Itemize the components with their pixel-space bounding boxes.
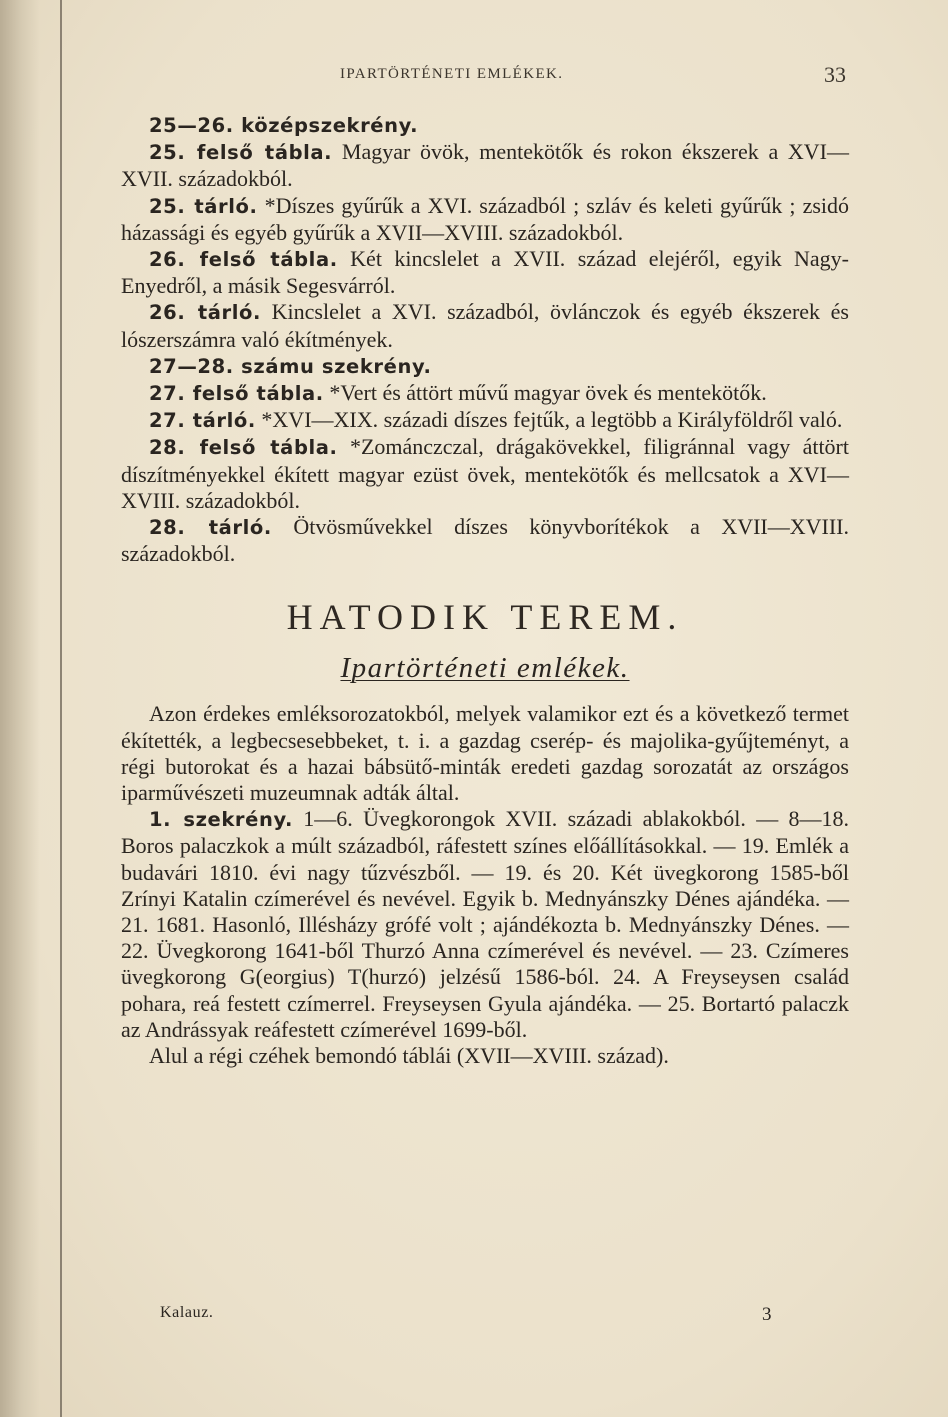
page-header <box>0 62 948 96</box>
intro-paragraph: Azon érdekes emléksorozatokból, melyek valamikor ezt és a következő termet ékítették, a legbecsesebbeket, t. i. a gazdag cserép- és majolika-gyűjteményt, a régi butorokat és a hazai bábsütő-minták eredeti gazdag sorozatát az országos iparművészeti muzeumnak adták által. <box>121 701 849 806</box>
entry-label: 26. felső tábla. <box>149 248 338 272</box>
section-subtitle: Ipartörténeti emlékek. <box>340 652 630 685</box>
entry-paragraph <box>121 434 849 514</box>
entry-paragraph <box>121 380 849 407</box>
entry-label: 28. felső tábla. <box>149 436 338 460</box>
entry-heading <box>121 112 849 139</box>
entry-text: Kincslelet a XVI. századból, övlánczok és egyéb ékszerek és lószerszámra való ékítmények. <box>121 299 849 352</box>
page-edge-line <box>60 0 62 1417</box>
entry-paragraph <box>121 299 849 352</box>
entry-text: Két kincslelet a XVII. század elejéről, egyik Nagy-Enyedről, a másik Segesvárról. <box>121 246 850 299</box>
entry-label: 26. tárló. <box>149 301 262 325</box>
entry-label: 27—28. számu szekrény. <box>149 354 432 378</box>
entry-paragraph <box>121 246 849 299</box>
closing-paragraph: Alul a régi czéhek bemondó táblái (XVII—XVIII. század). <box>149 1043 669 1069</box>
running-head: IPARTÖRTÉNETI EMLÉKEK. <box>340 66 564 82</box>
signature-mark-text: Kalauz. <box>160 1304 214 1321</box>
cabinet-text: 1—6. Üvegkorongok XVII. századi ablakokból. — 8—18. Boros palaczkok a múlt századból, ráfestett színes előállításokkal. — 19. Emlék a budavári 1810. évi nagy tűzvészből. — 19. és 20. Két üvegkorong 1585-ből Zrínyi Katalin czímerével és nevével. Egyik b. Mednyánszky Dénes ajándéka. — 21. 1681. Hasonló, Illésházy grófé volt ; ajándékozta b. Mednyánszky Dénes. — 22. Üvegkorong 1641-ből Thurzó Anna czímerével és nevével. — 23. Czímeres üvegkorong G(eorgius) T(hurzó) jelzésű 1586-ból. 24. A Freyseysen család pohara, reá festett czímerrel. Freyseysen Gyula ajándéka. — 25. Bortartó palaczk az Andrássyak reáfestett czímerével 1699-ből. <box>121 806 850 1042</box>
page-footer <box>0 1304 948 1334</box>
cabinet-label: 1. szekrény. <box>149 808 293 832</box>
cabinet-paragraph <box>121 806 849 1043</box>
entry-text: Ötvösművekkel díszes könyvborítékok a XVII—XVIII. századokból. <box>121 514 850 567</box>
entry-label: 27. felső tábla. <box>149 382 324 406</box>
entry-label: 25. tárló. <box>149 194 258 218</box>
entry-text: *Vert és áttört művű magyar övek és mentekötők. <box>329 380 767 406</box>
entry-text: Magyar övök, mentekötők és rokon ékszerek a XVI—XVII. századokból. <box>121 139 850 192</box>
page-gutter-shadow <box>0 0 40 1417</box>
entry-text: *Díszes gyűrűk a XVI. századból ; szláv és keleti gyűrűk ; zsidó házassági és egyéb gyűrűk a XVII—XVIII. századokból. <box>121 192 850 245</box>
entry-heading <box>121 353 849 380</box>
entry-label: 25—26. középszekrény. <box>149 114 419 137</box>
entry-paragraph <box>121 514 849 567</box>
entry-paragraph <box>121 407 849 434</box>
entry-text: *Zománczczal, drágakövekkel, filigránnal vagy áttört díszítményekkel ékített magyar ezüst övek, mentekötők és mellcsatok a XVI—XVIII. századokból. <box>121 434 849 513</box>
entry-label: 25. felső tábla. <box>149 141 333 165</box>
page-number: 33 <box>824 62 846 87</box>
signature-number: 3 <box>762 1304 772 1325</box>
section-title: HATODIK TEREM. <box>286 597 684 638</box>
entry-label: 27. tárló. <box>149 409 256 433</box>
entry-paragraph <box>121 193 849 246</box>
body-text <box>121 112 849 1069</box>
entry-label: 28. tárló. <box>149 516 272 540</box>
entry-paragraph <box>121 139 849 192</box>
entry-text: *XVI—XIX. századi díszes fejtűk, a legtöbb a Királyföldről való. <box>261 407 843 433</box>
